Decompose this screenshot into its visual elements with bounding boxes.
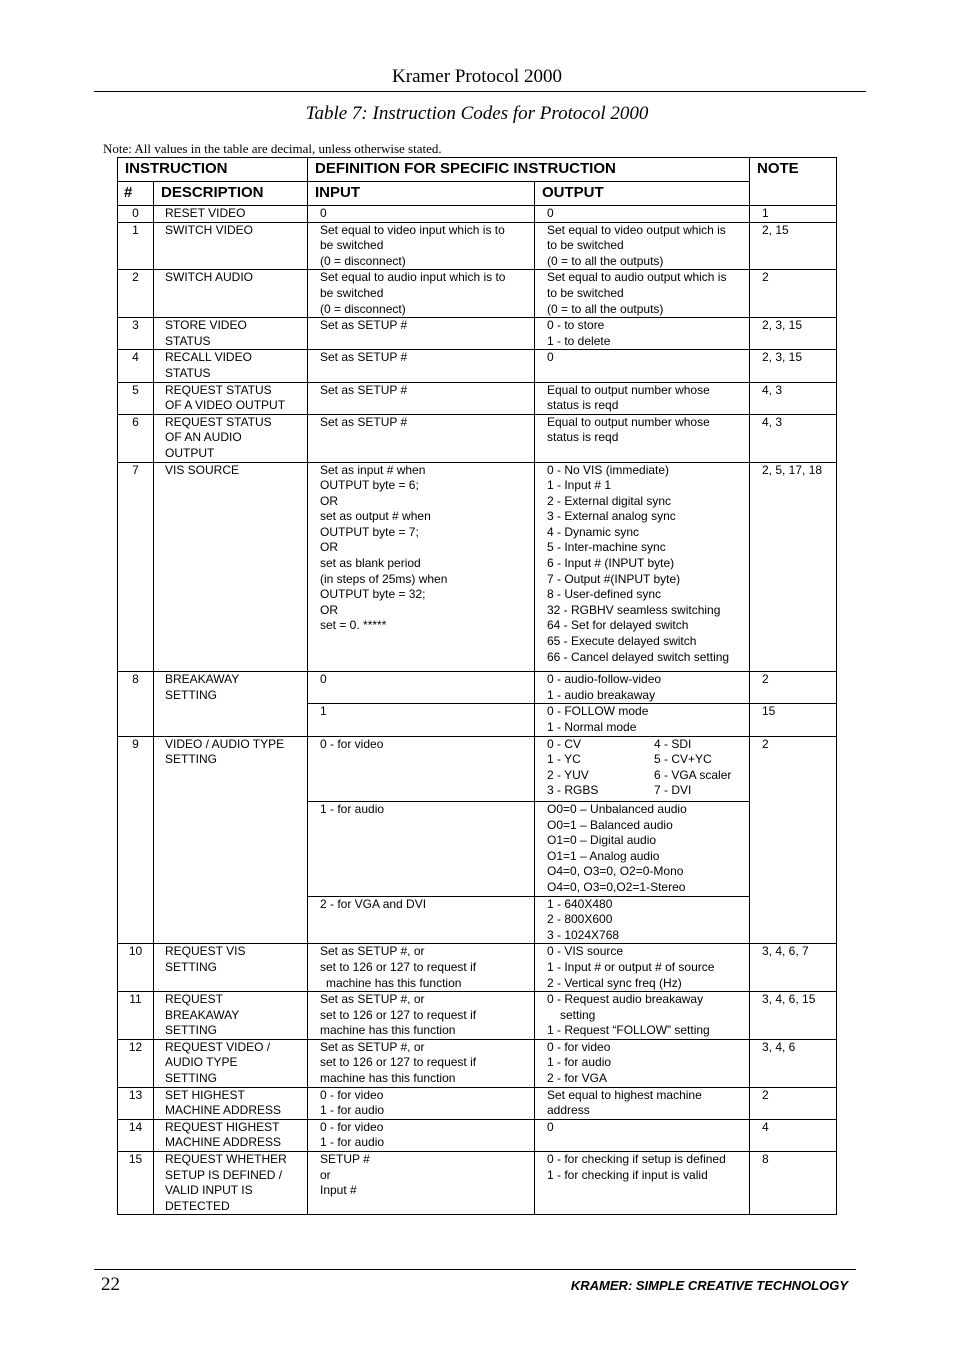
header-note: NOTE [750, 158, 837, 206]
table-row [118, 1087, 837, 1119]
header-output: OUTPUT [535, 182, 750, 206]
row-num: 4 [118, 350, 154, 382]
row-output: 0 - FOLLOW mode 1 - Normal mode [535, 704, 750, 736]
row-note: 2 [750, 672, 837, 704]
row-input: Set as SETUP # [308, 350, 535, 382]
row-output: 0 - for checking if setup is defined 1 - for checking if input is valid [535, 1152, 750, 1215]
instruction-codes-table [117, 157, 837, 1215]
row-output: Set equal to audio output which is to be switched (0 = to all the outputs) [535, 270, 750, 318]
row-num: 5 [118, 382, 154, 414]
row-description: SET HIGHEST MACHINE ADDRESS [154, 1087, 308, 1119]
row-note: 15 [750, 704, 837, 736]
table-row [118, 382, 837, 414]
row-output: Equal to output number whose status is reqd [535, 382, 750, 414]
table-header-row [118, 158, 837, 182]
header-description: DESCRIPTION [154, 182, 308, 206]
table-row [118, 462, 837, 672]
row-note: 2, 15 [750, 222, 837, 270]
header-rule [94, 91, 866, 92]
row-num: 10 [118, 944, 154, 992]
row-num: 11 [118, 992, 154, 1040]
table-row [118, 1039, 837, 1087]
row-note: 4 [750, 1119, 837, 1151]
row-description: RECALL VIDEO STATUS [154, 350, 308, 382]
row-description: RESET VIDEO [154, 206, 308, 223]
row-description: REQUEST WHETHER SETUP IS DEFINED / VALID INPUT IS DETECTED [154, 1152, 308, 1215]
row-description: SWITCH AUDIO [154, 270, 308, 318]
row-input: Set as SETUP #, or set to 126 or 127 to request if machine has this function [308, 1039, 535, 1087]
row-note: 3, 4, 6 [750, 1039, 837, 1087]
footer-rule [94, 1269, 856, 1270]
row-output: 0 - for video 1 - for audio 2 - for VGA [535, 1039, 750, 1087]
row-note: 4, 3 [750, 414, 837, 462]
row-output: 0 - audio-follow-video 1 - audio breakaway [535, 672, 750, 704]
row-output: 0 - VIS source 1 - Input # or output # of source 2 - Vertical sync freq (Hz) [535, 944, 750, 992]
table-row [118, 1152, 837, 1215]
row-note: 3, 4, 6, 15 [750, 992, 837, 1040]
header-definition: DEFINITION FOR SPECIFIC INSTRUCTION [308, 158, 750, 182]
page-number: 22 [101, 1274, 120, 1295]
table-row [118, 672, 837, 704]
row-num: 6 [118, 414, 154, 462]
row-input: 0 - for video [308, 736, 535, 801]
row-input: Set as SETUP #, or set to 126 or 127 to request if machine has this function [308, 944, 535, 992]
row-input: 0 [308, 672, 535, 704]
row-input: 1 [308, 704, 535, 736]
row-description: STORE VIDEO STATUS [154, 318, 308, 350]
row-description: REQUEST HIGHEST MACHINE ADDRESS [154, 1119, 308, 1151]
row-note: 2 [750, 270, 837, 318]
row-output: Set equal to highest machine address [535, 1087, 750, 1119]
row-output: 0 - No VIS (immediate) 1 - Input # 1 2 - External digital sync 3 - External analog sync 4 - Dynamic sync 5 - Inter-machine sync 6 - Input # (INPUT byte) 7 - Output #(INPUT byte) 8 - User-defined sync 32 - RGBHV seamless switching 64 - Set for delayed switch 65 - Execute delayed switch 66 - Cancel delayed switch setting [535, 462, 750, 672]
row-input: SETUP # or Input # [308, 1152, 535, 1215]
table-row [118, 1119, 837, 1151]
table-row [118, 350, 837, 382]
table-row [118, 222, 837, 270]
table-row [118, 270, 837, 318]
row-note: 4, 3 [750, 382, 837, 414]
table-note: Note: All values in the table are decimal, unless otherwise stated. [103, 141, 442, 156]
row-input: 0 - for video 1 - for audio [308, 1119, 535, 1151]
row-description: REQUEST BREAKAWAY SETTING [154, 992, 308, 1040]
row-note: 3, 4, 6, 7 [750, 944, 837, 992]
row-description: REQUEST VIS SETTING [154, 944, 308, 992]
row-num: 14 [118, 1119, 154, 1151]
row-description: REQUEST VIDEO / AUDIO TYPE SETTING [154, 1039, 308, 1087]
row-num: 8 [118, 672, 154, 736]
row-input: Set as input # when OUTPUT byte = 6; OR set as output # when OUTPUT byte = 7; OR set as blank period (in steps of 25ms) when OUTPUT byte = 32; OR set = 0. ***** [308, 462, 535, 672]
table-title: Table 7: Instruction Codes for Protocol 2000 [305, 103, 649, 124]
row-description: REQUEST STATUS OF A VIDEO OUTPUT [154, 382, 308, 414]
header-instruction: INSTRUCTION [118, 158, 308, 182]
row-num: 1 [118, 222, 154, 270]
row-num: 2 [118, 270, 154, 318]
row-note: 2, 3, 15 [750, 350, 837, 382]
row-num: 7 [118, 462, 154, 672]
row-input: Set as SETUP #, or set to 126 or 127 to request if machine has this function [308, 992, 535, 1040]
row-num: 15 [118, 1152, 154, 1215]
row-num: 9 [118, 736, 154, 944]
footer-brand: KRAMER: SIMPLE CREATIVE TECHNOLOGY [570, 1278, 848, 1293]
row-output: O0=0 – Unbalanced audio O0=1 – Balanced audio O1=0 – Digital audio O1=1 – Analog audio O4=0, O3=0, O2=0-Mono O4=0, O3=0,O2=1-Stereo [535, 801, 750, 896]
row-output: Equal to output number whose status is reqd [535, 414, 750, 462]
row-note: 2, 5, 17, 18 [750, 462, 837, 672]
row-input: 0 [308, 206, 535, 223]
row-description: VIS SOURCE [154, 462, 308, 672]
row-num: 0 [118, 206, 154, 223]
row-input: 1 - for audio [308, 801, 535, 896]
table-row [118, 992, 837, 1040]
row-input: Set as SETUP # [308, 414, 535, 462]
row-output: 0 - CV 1 - YC 2 - YUV 3 - RGBS 4 - SDI 5 - CV+YC 6 - VGA scaler 7 - DVI [535, 736, 750, 801]
row-output: 0 [535, 206, 750, 223]
table-row [118, 736, 837, 801]
row-output: Set equal to video output which is to be switched (0 = to all the outputs) [535, 222, 750, 270]
table-subheader-row [118, 182, 837, 206]
row-note: 1 [750, 206, 837, 223]
row-note: 8 [750, 1152, 837, 1215]
row-output: 0 [535, 1119, 750, 1151]
table-row [118, 414, 837, 462]
row-description: SWITCH VIDEO [154, 222, 308, 270]
row-output: 0 - Request audio breakaway setting 1 - Request “FOLLOW” setting [535, 992, 750, 1040]
row-input: Set equal to video input which is to be switched (0 = disconnect) [308, 222, 535, 270]
row-output: 0 [535, 350, 750, 382]
row-num: 13 [118, 1087, 154, 1119]
running-header: Kramer Protocol 2000 [392, 66, 562, 87]
row-note: 2, 3, 15 [750, 318, 837, 350]
row-note: 2 [750, 736, 837, 944]
table-row [118, 944, 837, 992]
row-input: Set as SETUP # [308, 382, 535, 414]
row-input: Set equal to audio input which is to be switched (0 = disconnect) [308, 270, 535, 318]
row-description: VIDEO / AUDIO TYPE SETTING [154, 736, 308, 944]
row-num: 3 [118, 318, 154, 350]
row-description: BREAKAWAY SETTING [154, 672, 308, 736]
row-output: 0 - to store 1 - to delete [535, 318, 750, 350]
row-input: 0 - for video 1 - for audio [308, 1087, 535, 1119]
header-input: INPUT [308, 182, 535, 206]
row-input: 2 - for VGA and DVI [308, 896, 535, 944]
row-num: 12 [118, 1039, 154, 1087]
header-num: # [118, 182, 154, 206]
row-description: REQUEST STATUS OF AN AUDIO OUTPUT [154, 414, 308, 462]
row-input: Set as SETUP # [308, 318, 535, 350]
row-output: 1 - 640X480 2 - 800X600 3 - 1024X768 [535, 896, 750, 944]
table-row [118, 206, 837, 223]
table-row [118, 318, 837, 350]
row-note: 2 [750, 1087, 837, 1119]
